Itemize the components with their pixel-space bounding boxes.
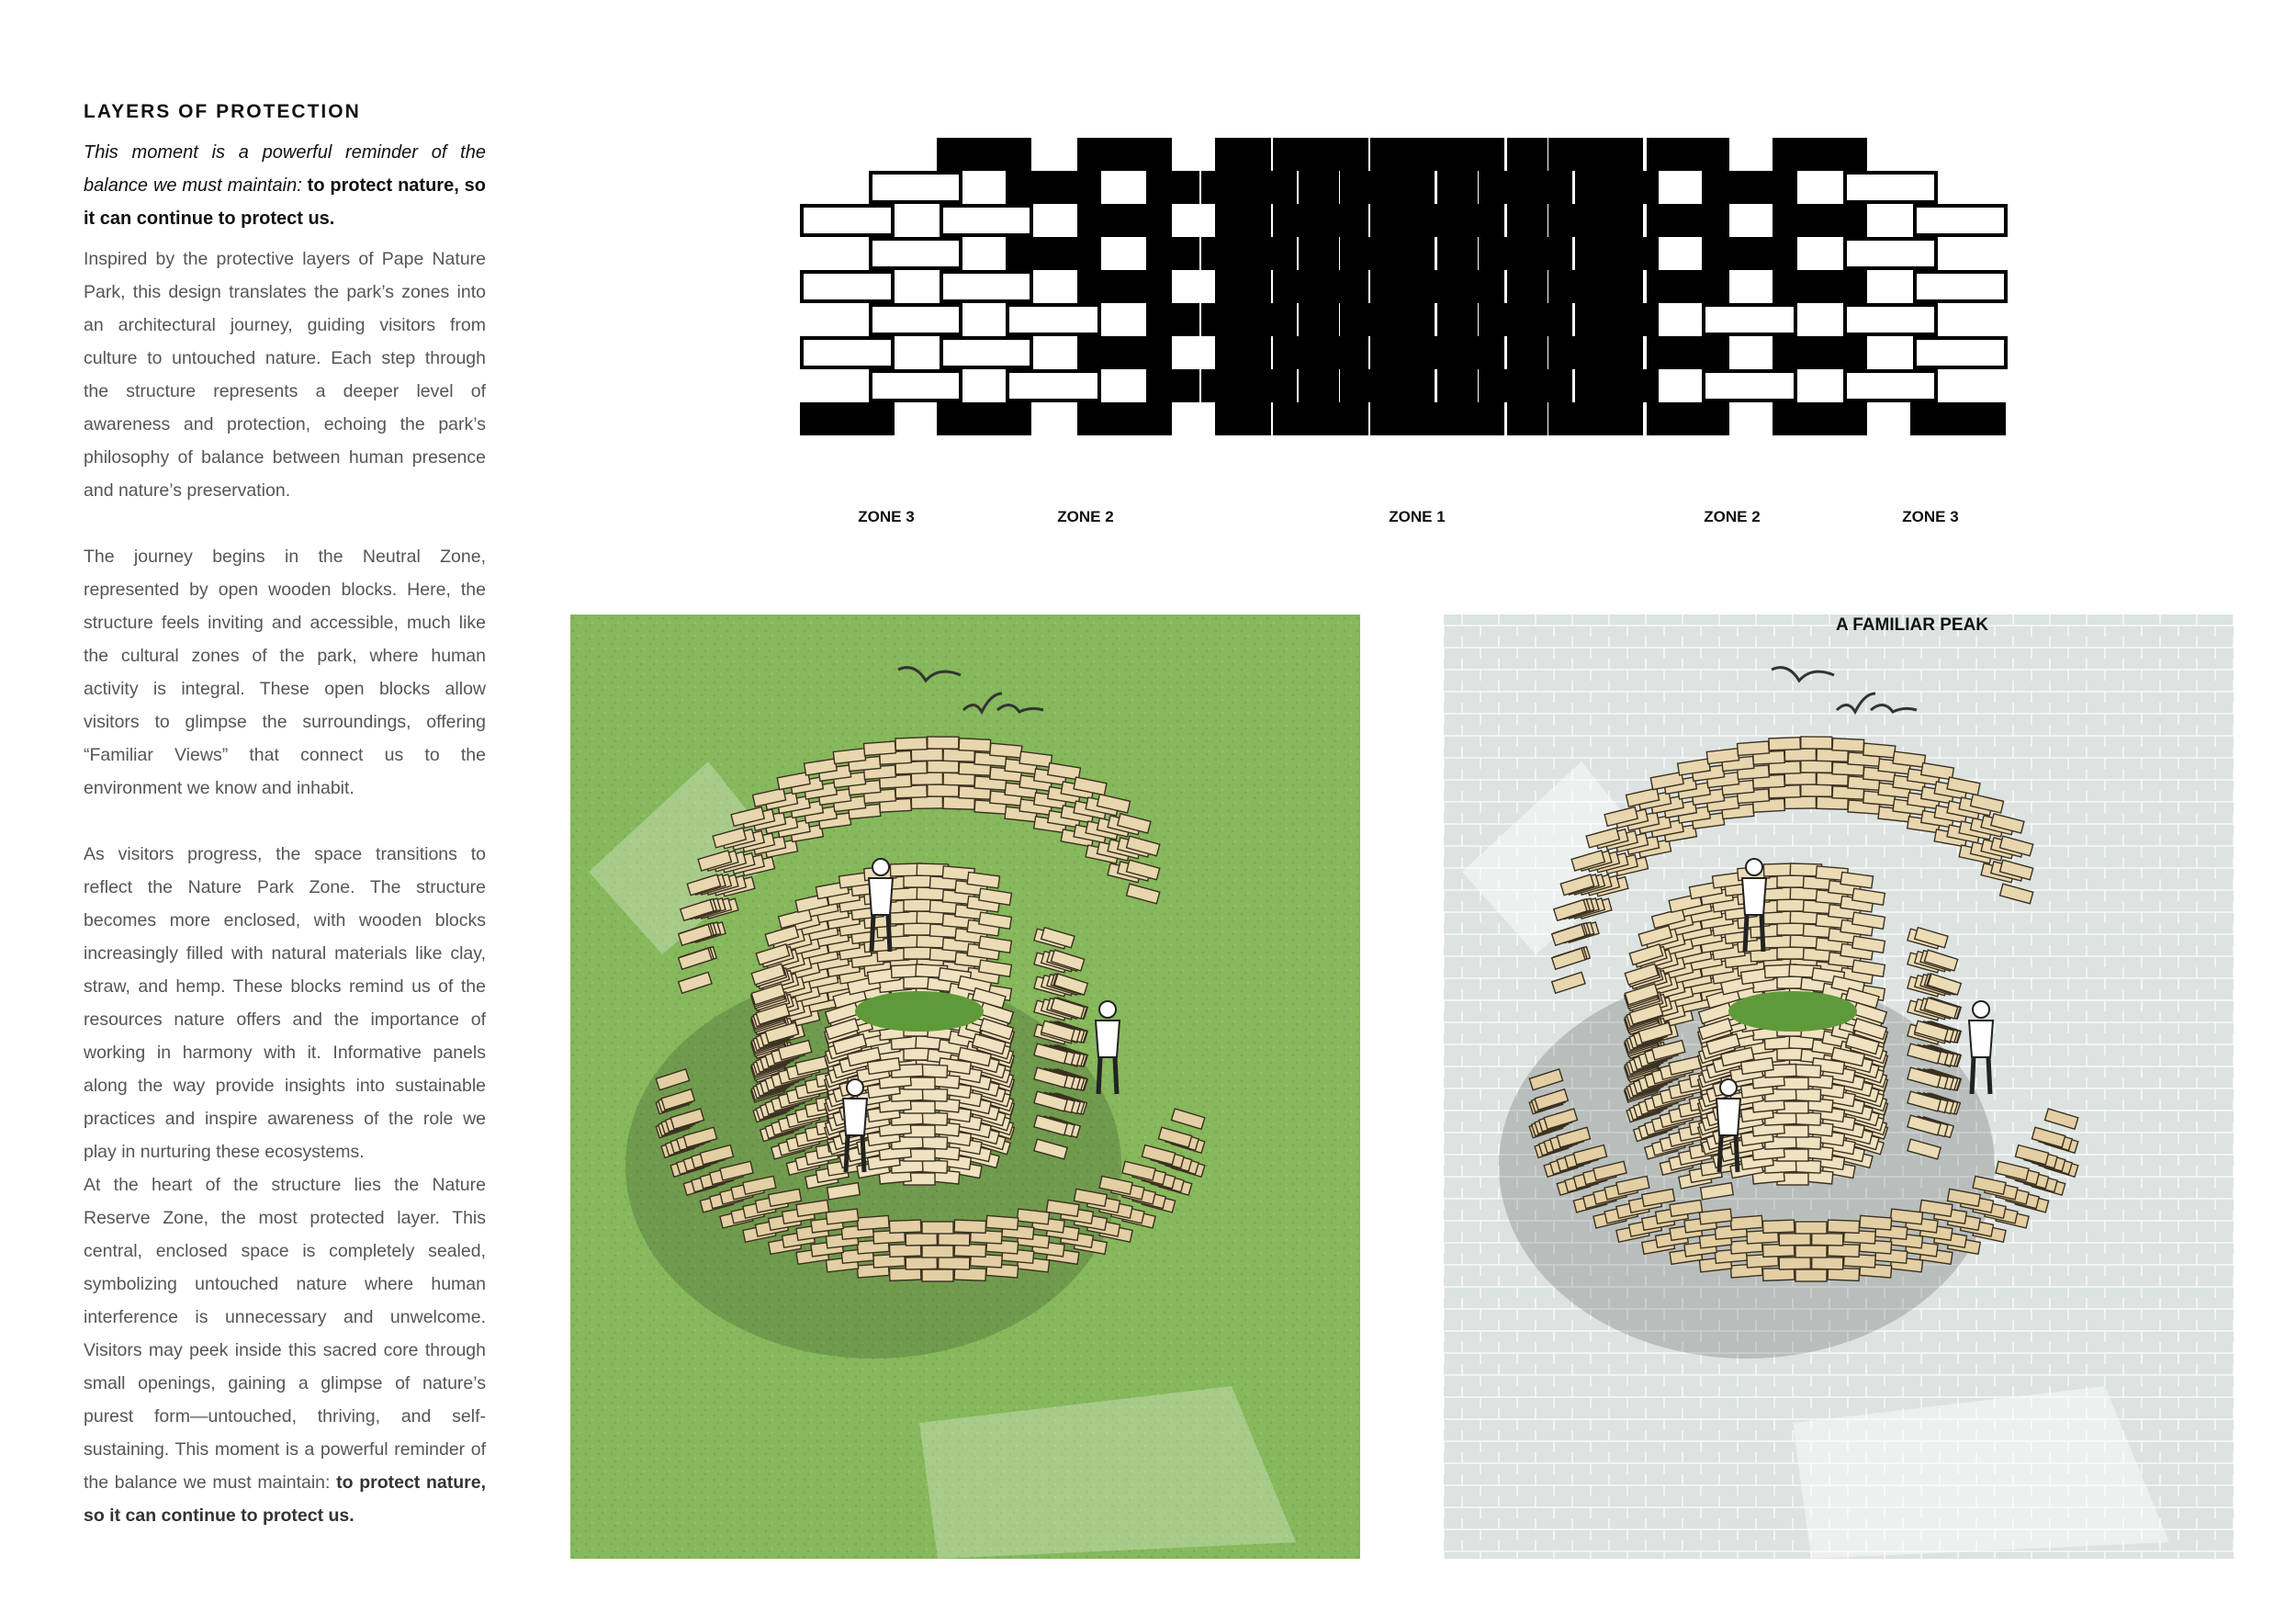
zone-label-left-2: ZONE 2 xyxy=(1057,508,1114,525)
solid-block xyxy=(1412,272,1503,301)
wood-block xyxy=(1784,796,1816,808)
solid-block xyxy=(1300,371,1337,400)
block-elevation xyxy=(0,0,2296,551)
wood-block xyxy=(889,1220,920,1233)
solid-block xyxy=(1649,140,1728,169)
solid-block xyxy=(1079,404,1170,434)
solid-block xyxy=(1774,206,1865,235)
solid-block xyxy=(1300,305,1337,334)
wood-block xyxy=(1863,743,1896,758)
solid-block xyxy=(1509,206,1546,235)
wood-block xyxy=(864,741,896,756)
wood-block xyxy=(928,761,959,773)
solid-block xyxy=(802,404,893,434)
solid-block xyxy=(1577,305,1657,334)
block-grid xyxy=(802,140,2006,434)
open-block xyxy=(802,338,893,367)
open-block xyxy=(941,272,1031,301)
solid-block xyxy=(1550,338,1641,367)
elevation-diagram xyxy=(0,0,2296,551)
wood-block xyxy=(1738,741,1770,756)
solid-block xyxy=(1509,338,1546,367)
wood-block xyxy=(922,1246,953,1257)
wood-block xyxy=(1812,1257,1843,1269)
solid-block xyxy=(1203,371,1295,400)
wood-block xyxy=(1769,738,1800,750)
solid-block xyxy=(1217,404,1269,434)
solid-block xyxy=(1774,338,1865,367)
zone-label-left-3: ZONE 3 xyxy=(858,508,915,525)
wood-block xyxy=(1795,1269,1827,1281)
paragraph-reserve-text: At the heart of the structure lies the Nature Reserve Zone, the most protected layer. This central, enclosed space is completely sealed, symbolizing untouched nature where human interference is unnecessary and unwelcome. Visitors may peek inside this sacred core through small openings, gaining a glimpse of nature’s purest form—untouched, thriving, and self-sustaining. This moment is a powerful reminder of the balance we must maintain: xyxy=(84,1175,486,1493)
open-block xyxy=(1007,305,1099,334)
solid-block xyxy=(1774,404,1865,434)
open-block xyxy=(1845,239,1936,268)
wood-block xyxy=(1762,1220,1794,1233)
solid-block xyxy=(1342,239,1433,268)
wood-block xyxy=(1779,1257,1810,1269)
wood-block xyxy=(1832,739,1864,752)
solid-block xyxy=(1372,140,1409,169)
wood-block xyxy=(906,1233,937,1246)
solid-block xyxy=(1217,206,1269,235)
open-block xyxy=(1915,272,2006,301)
core-vegetation xyxy=(855,991,984,1032)
solid-block xyxy=(1649,338,1728,367)
solid-block xyxy=(1148,305,1198,334)
wood-block xyxy=(939,1257,970,1269)
solid-block xyxy=(1079,338,1170,367)
wood-block xyxy=(895,738,927,750)
solid-block xyxy=(1774,272,1865,301)
solid-block xyxy=(1217,272,1269,301)
wood-block xyxy=(911,796,942,808)
wood-block xyxy=(906,1257,937,1269)
solid-block xyxy=(1300,173,1337,202)
render-panel-grass xyxy=(570,615,1360,1559)
wood-block xyxy=(928,784,959,796)
open-block xyxy=(871,371,961,400)
paragraph-reserve-bold: to protect nature, so it can continue to protect us. xyxy=(84,1472,486,1526)
pavilion-render-grass xyxy=(570,615,1360,1559)
open-block xyxy=(1704,371,1795,400)
solid-block xyxy=(1203,239,1295,268)
open-block xyxy=(941,338,1031,367)
wood-block xyxy=(857,1215,889,1230)
wood-block xyxy=(939,1233,970,1246)
wood-block xyxy=(959,739,991,752)
solid-block xyxy=(1342,305,1433,334)
solid-block xyxy=(1275,140,1367,169)
open-block xyxy=(871,305,961,334)
solid-block xyxy=(1439,305,1476,334)
open-block xyxy=(1845,173,1936,202)
wood-block xyxy=(1784,749,1816,761)
solid-block xyxy=(1774,140,1865,169)
solid-block xyxy=(1439,371,1476,400)
wood-block xyxy=(911,773,942,784)
wood-block xyxy=(911,749,942,761)
wood-block xyxy=(1801,761,1832,773)
solid-block xyxy=(1577,173,1657,202)
open-block xyxy=(1845,371,1936,400)
solid-block xyxy=(1412,404,1503,434)
solid-block xyxy=(1148,173,1198,202)
solid-block xyxy=(1217,140,1269,169)
zone-label-right-2: ZONE 2 xyxy=(1704,508,1761,525)
intro-bold: to protect nature, so it can continue to protect us. xyxy=(84,175,486,229)
solid-block xyxy=(1372,272,1409,301)
solid-block xyxy=(1412,206,1503,235)
solid-block xyxy=(1079,206,1170,235)
zone-label-right-3: ZONE 3 xyxy=(1902,508,1959,525)
solid-block xyxy=(1439,173,1476,202)
solid-block xyxy=(1148,371,1198,400)
open-block xyxy=(1915,206,2006,235)
core-vegetation xyxy=(1728,991,1857,1032)
solid-block xyxy=(1550,404,1641,434)
wood-block xyxy=(1828,1220,1859,1233)
open-block xyxy=(1704,305,1795,334)
open-block xyxy=(871,239,961,268)
solid-block xyxy=(1550,272,1641,301)
solid-block xyxy=(1372,404,1409,434)
wood-block xyxy=(1779,1233,1810,1246)
solid-block xyxy=(1550,140,1641,169)
solid-block xyxy=(1412,338,1503,367)
solid-block xyxy=(1912,404,2004,434)
solid-block xyxy=(1342,371,1433,400)
solid-block xyxy=(1509,140,1546,169)
open-block xyxy=(941,206,1031,235)
solid-block xyxy=(1649,206,1728,235)
solid-block xyxy=(1275,206,1367,235)
solid-block xyxy=(1509,272,1546,301)
wood-block xyxy=(990,743,1022,758)
wood-block xyxy=(1801,784,1832,796)
solid-block xyxy=(1203,173,1295,202)
solid-block xyxy=(1649,404,1728,434)
solid-block xyxy=(1275,338,1367,367)
solid-block xyxy=(1704,239,1795,268)
solid-block xyxy=(1577,371,1657,400)
wood-block xyxy=(1784,773,1816,784)
solid-block xyxy=(1649,272,1728,301)
wood-block xyxy=(922,1269,953,1281)
solid-block xyxy=(1007,173,1099,202)
solid-block xyxy=(1275,272,1367,301)
open-block xyxy=(802,206,893,235)
paragraph-neutral-zone: The journey begins in the Neutral Zone, represented by open wooden blocks. Here, the structure feels inviting and accessible, much like the cultural zones of the park, where human activity is integral. These open blocks allow visitors to glimpse the surroundings, offering “Familiar Views” that connect us to the environment we know and inhabit. xyxy=(84,547,486,798)
paragraph-nature-park-zone: As visitors progress, the space transitions to reflect the Nature Park Zone. The structure becomes more enclosed, with wooden blocks increasingly filled with natural materials like clay, straw, and hemp. These blocks remind us of the resources nature offers and the importance of working in harmony with it. Informative panels along the way provide insights into sustainable practices and inspire awareness of the role we play in nurturing these ecosystems. xyxy=(84,844,486,1162)
solid-block xyxy=(1372,206,1409,235)
solid-block xyxy=(1509,404,1546,434)
solid-block xyxy=(1439,239,1476,268)
wood-block xyxy=(954,1220,985,1233)
wood-block xyxy=(928,737,959,749)
wood-block xyxy=(1812,1233,1843,1246)
solid-block xyxy=(939,404,1030,434)
paragraph-nature-reserve-zone xyxy=(84,1168,486,1532)
wood-block xyxy=(1801,737,1832,749)
wood-block xyxy=(922,1222,953,1234)
wood-block xyxy=(1860,1215,1892,1230)
solid-block xyxy=(1480,239,1570,268)
open-block xyxy=(871,173,961,202)
zone-label-center-1: ZONE 1 xyxy=(1389,508,1446,525)
page-title: LAYERS OF PROTECTION xyxy=(84,101,361,122)
solid-block xyxy=(1412,140,1503,169)
wood-block xyxy=(1795,1222,1827,1234)
solid-block xyxy=(1079,272,1170,301)
solid-block xyxy=(1372,338,1409,367)
paragraph-inspiration: Inspired by the protective layers of Pape Nature Park, this design translates the park’s zones into an architectural journey, guiding visitors from culture to untouched nature. Each step through the structure represents a deeper level of awareness and protection, echoing the park’s philosophy of balance between human presence and nature’s preservation. xyxy=(84,249,486,501)
solid-block xyxy=(1300,239,1337,268)
solid-block xyxy=(1704,173,1795,202)
solid-block xyxy=(939,140,1030,169)
open-block xyxy=(1845,305,1936,334)
solid-block xyxy=(1148,239,1198,268)
solid-block xyxy=(1480,305,1570,334)
wood-block xyxy=(986,1215,1019,1230)
solid-block xyxy=(1550,206,1641,235)
solid-block xyxy=(1007,239,1099,268)
solid-block xyxy=(1217,338,1269,367)
intro-italic: This moment is a powerful reminder of the balance we must maintain: xyxy=(84,142,486,196)
open-block xyxy=(802,272,893,301)
panel-caption: A FAMILIAR PEAK xyxy=(1835,615,1989,635)
solid-block xyxy=(1480,173,1570,202)
solid-block xyxy=(1342,173,1433,202)
solid-block xyxy=(1577,239,1657,268)
wood-block xyxy=(1730,1215,1762,1230)
solid-block xyxy=(1275,404,1367,434)
open-block xyxy=(1007,371,1099,400)
open-block xyxy=(1915,338,2006,367)
render-panel-pavement xyxy=(1444,615,2234,1559)
solid-block xyxy=(1203,305,1295,334)
wood-block xyxy=(1795,1246,1827,1257)
solid-block xyxy=(1079,140,1170,169)
solid-block xyxy=(1480,371,1570,400)
pavilion-render-pavement xyxy=(1444,615,2234,1559)
